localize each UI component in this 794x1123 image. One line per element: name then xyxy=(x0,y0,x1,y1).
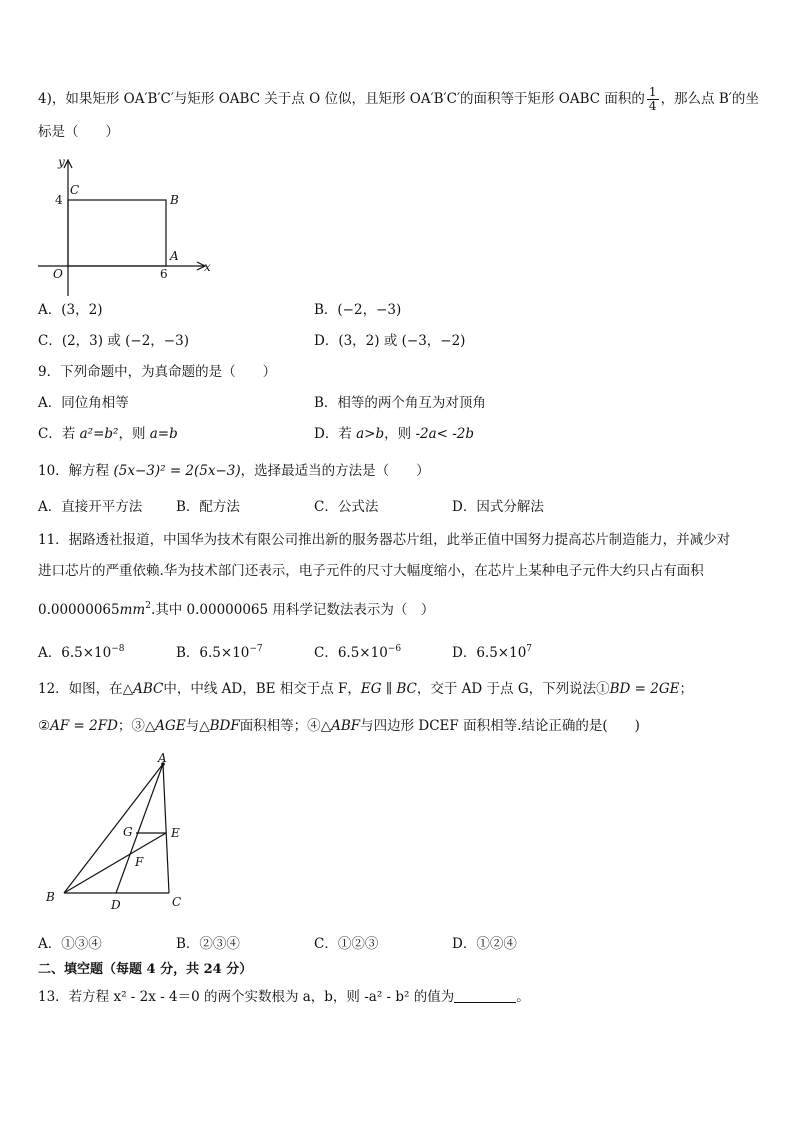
q8-line1 xyxy=(38,86,759,113)
label-a: A xyxy=(158,752,167,765)
q11c-exp: −6 xyxy=(387,644,402,654)
q13-text: 13．若方程 x² - 2x - 4＝0 的两个实数根为 a，b，则 -a² - b² 的值为 xyxy=(38,989,455,1005)
q11-line2: 进口芯片的严重依赖.华为技术部门还表示，电子元件的尺寸大幅度缩小，在芯片上某种电子元件大约只占有面积 xyxy=(38,563,704,579)
q11-value: 0.00000065 xyxy=(38,602,120,618)
q12-l2d: 面积相等；④ xyxy=(239,718,321,734)
q9d-math2: -2a< -2b xyxy=(415,426,475,442)
q12-l2a: ② xyxy=(38,718,51,734)
q10-post: ，选择最适当的方法是（ ） xyxy=(240,463,430,479)
q10-stem xyxy=(38,461,430,481)
median-be xyxy=(64,833,166,893)
y-axis-label: y xyxy=(58,155,65,169)
q8-option-d: D．(3，2) 或 (−3，−2) xyxy=(314,333,466,349)
q11-unit-exp: 2 xyxy=(145,601,151,611)
q8-line2: 标是（ ） xyxy=(38,124,119,140)
tick-4-label: 4 xyxy=(55,193,63,207)
q12-tri-abc: △ABC xyxy=(122,681,164,697)
q8-option-c: C．(2，3) 或 (−2，−3) xyxy=(38,333,189,349)
label-f: F xyxy=(135,855,144,869)
q11d-exp: 7 xyxy=(526,644,533,654)
q11a-base: A．6.5×10 xyxy=(38,645,112,661)
q9c-pre: C．若 xyxy=(38,426,80,442)
label-e: E xyxy=(171,826,180,840)
q9c-math2: a=b xyxy=(149,426,178,442)
q12-l2c: 与 xyxy=(185,718,200,734)
q9d-math: a>b xyxy=(356,426,385,442)
q10-option-c: C．公式法 xyxy=(314,499,379,515)
q8-text-b: ，那么点 B′的坐 xyxy=(660,91,759,107)
q12-option-b: B．②③④ xyxy=(176,936,240,952)
q12-af: AF = 2FD xyxy=(50,718,118,734)
q12-mid2: ，交于 AD 于点 G，下列说法① xyxy=(416,681,610,697)
frac-denominator: 4 xyxy=(648,99,657,113)
q9-option-c xyxy=(38,424,178,444)
q11b-exp: −7 xyxy=(249,644,263,654)
q10-pre: 10．解方程 xyxy=(38,463,114,479)
q11-line3 xyxy=(38,596,434,620)
q9-stem: 9．下列命题中，为真命题的是（ ） xyxy=(38,364,277,380)
triangle-figure xyxy=(40,752,200,912)
q9c-mid: ，则 xyxy=(118,426,150,442)
point-a-label: A xyxy=(170,249,179,263)
q12-bd: BD = 2GE xyxy=(609,681,680,697)
side-ab xyxy=(64,764,163,893)
q12-l2b: ；③ xyxy=(117,718,145,734)
q11-option-a xyxy=(38,639,125,663)
label-c: C xyxy=(172,895,182,909)
q11-option-b xyxy=(176,639,263,663)
label-g: G xyxy=(123,825,133,839)
tick-6-label: 6 xyxy=(160,267,168,281)
section-fill-in-title: 二、填空题（每题 4 分，共 24 分） xyxy=(38,962,253,977)
q12-option-a: A．①③④ xyxy=(38,936,102,952)
q8-option-b: B．(−2，−3) xyxy=(314,302,402,318)
q12-end: ； xyxy=(679,681,693,697)
q11-option-c xyxy=(314,639,401,663)
q8-option-a: A．(3，2) xyxy=(38,302,103,318)
x-axis-label: x xyxy=(204,260,211,274)
q11a-exp: −8 xyxy=(111,644,125,654)
q10-option-b: B．配方法 xyxy=(176,499,240,515)
q12-mid: 中，中线 AD，BE 相交于点 F， xyxy=(163,681,361,697)
q10-equation: (5x−3)² = 2(5x−3) xyxy=(113,463,241,479)
q9d-pre: D．若 xyxy=(314,426,357,442)
q9-option-b: B．相等的两个角互为对顶角 xyxy=(314,395,486,411)
q11-line1: 11．据路透社报道，中国华为技术有限公司推出新的服务器芯片组，此举正值中国努力提高芯片制造能力，并减少对 xyxy=(38,532,731,548)
side-ac xyxy=(163,764,169,893)
origin-label: O xyxy=(53,267,63,281)
q9-option-a: A．同位角相等 xyxy=(38,395,129,411)
q11-unit: mm xyxy=(119,602,146,618)
q13-end: 。 xyxy=(516,989,530,1005)
q12-age: △AGE xyxy=(144,718,186,734)
rectangle-figure xyxy=(36,150,226,300)
q12-l2e: 与四边形 DCEF 面积相等.结论正确的是( ) xyxy=(360,718,640,734)
q11b-base: B．6.5×10 xyxy=(176,645,250,661)
q12-option-d: D．①②④ xyxy=(452,936,517,952)
q11-option-d xyxy=(452,639,532,663)
q11-line3-post: .其中 0.00000065 用科学记数法表示为（ ） xyxy=(150,602,435,618)
q12-line1 xyxy=(38,679,693,699)
q10-option-a: A．直接开平方法 xyxy=(38,499,143,515)
answer-blank[interactable] xyxy=(454,988,516,1003)
q12-abf: △ABF xyxy=(320,718,361,734)
q12-eg-bc: EG ∥ BC xyxy=(360,681,417,697)
q12-line2 xyxy=(38,716,640,736)
q9c-math: a²=b² xyxy=(79,426,119,442)
q9d-mid: ，则 xyxy=(384,426,416,442)
q8-text-a: 4)，如果矩形 OA′B′C′与矩形 OABC 关于点 O 位似，且矩形 OA′B′C′的面积等于矩形 OABC 面积的 xyxy=(38,91,645,107)
q12-pre: 12．如图，在 xyxy=(38,681,123,697)
frac-numerator: 1 xyxy=(648,85,657,99)
point-b-label: B xyxy=(170,193,179,207)
label-d: D xyxy=(111,898,121,912)
q13-stem xyxy=(38,987,530,1007)
q11c-base: C．6.5×10 xyxy=(314,645,388,661)
q10-option-d: D．因式分解法 xyxy=(452,499,544,515)
rectangle-oabc xyxy=(68,200,166,266)
q9-option-d xyxy=(314,424,474,444)
q12-option-c: C．①②③ xyxy=(314,936,379,952)
one-quarter-fraction xyxy=(647,86,659,113)
q12-bdf: △BDF xyxy=(199,718,240,734)
label-b: B xyxy=(46,890,55,904)
q11d-base: D．6.5×10 xyxy=(452,645,527,661)
point-c-label: C xyxy=(70,183,80,197)
